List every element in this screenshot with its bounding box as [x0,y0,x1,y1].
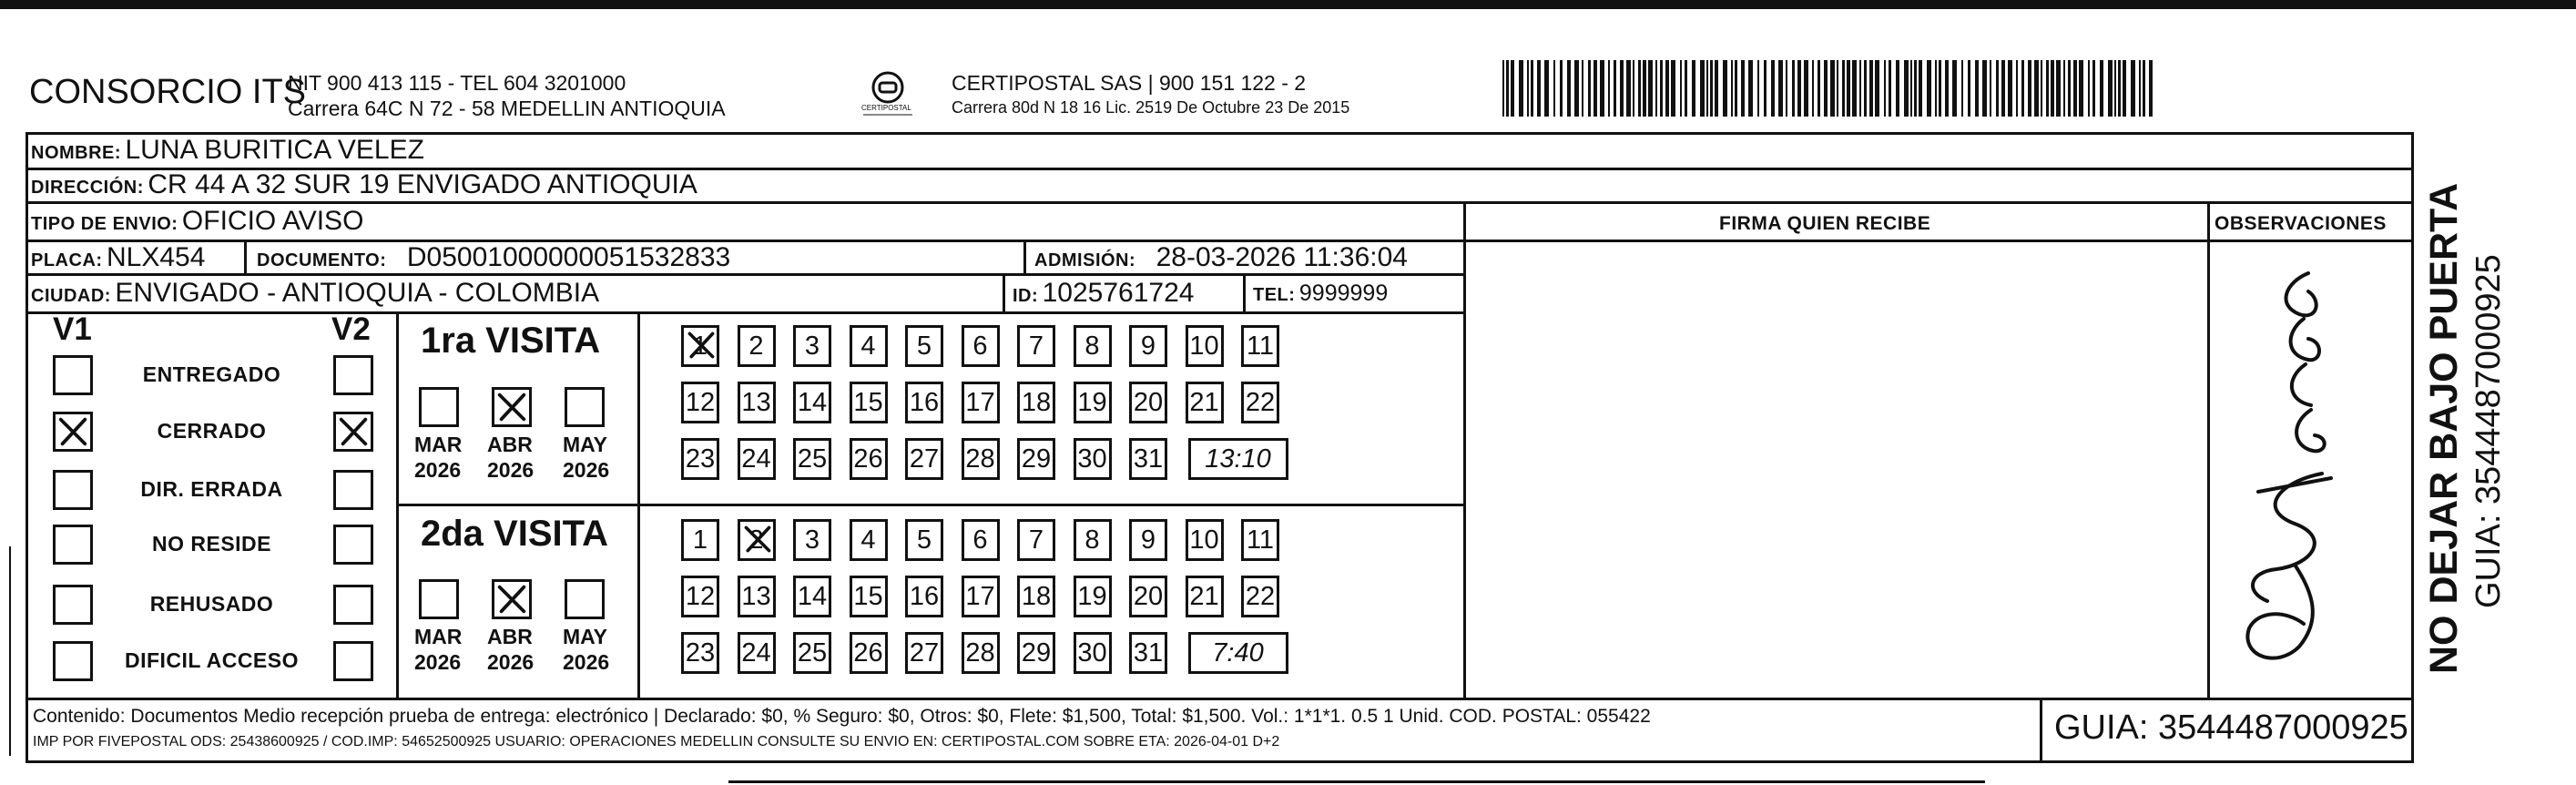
company-address: Carrera 64C N 72 - 58 MEDELLIN ANTIOQUIA [288,97,726,120]
day-box[interactable]: 9 [1129,519,1167,561]
barcode-bar [1506,60,1509,117]
company-name: CONSORCIO ITS [29,73,307,111]
footer-print-info: IMP POR FIVEPOSTAL ODS: 25438600925 / COD.IMP: 54652500925 USUARIO: OPERACIONES MEDELLIN CONSULTE SU ENVIO EN: CERTIPOSTAL.COM SOBRE ETA: 2026-04-01 D+2 [33,734,1280,749]
col-divider [1463,204,1466,700]
name-value: LUNA BURITICA VELEZ [125,135,424,165]
barcode-bar [1660,60,1663,117]
barcode-bar [1804,60,1808,117]
barcode-bar [2046,60,2049,117]
barcode-bar [1511,60,1514,117]
month-year: 2026 [414,650,462,674]
status-label: CERRADO [157,419,267,443]
barcode-bar [2108,60,2113,117]
barcode-bar [1723,60,1727,117]
barcode-bar [2016,60,2018,117]
tel-value: 9999999 [1298,280,1389,306]
tel-label: TEL: [1253,285,1296,305]
barcode-bar [1655,60,1657,117]
day-box[interactable]: 22 [1241,576,1279,617]
barcode-bar [1875,60,1879,117]
barcode-bar [1648,60,1653,117]
barcode-bar [1786,60,1787,117]
side-guide: GUIA: 3544487000925 [2469,254,2508,608]
month-label: MAY [563,625,607,648]
type-row [31,206,363,237]
barcode-bar [2073,60,2077,117]
barcode-bar [1996,60,1999,117]
day-box[interactable]: 9 [1129,325,1167,367]
barcode-bar [1792,60,1795,117]
footer-content: Contenido: Documentos Medio recepción prueba de entrega: electrónico | Declarado: $0, % Seguro: $0, Otros: $0, Flete: $1,500, Total: $1,500. Vol.: 1*1*1. 0.5 1 Unid. COD. POSTAL: 055422 [33,706,1651,727]
barcode-bar [2051,60,2054,117]
day-box[interactable]: 20 [1129,576,1167,617]
month-year: 2026 [563,650,610,674]
barcode-bar [1961,60,1963,117]
courier-logo [856,67,920,122]
day-box[interactable]: 26 [850,438,888,480]
day-box[interactable]: 11 [1241,325,1279,367]
status-v2-checkbox[interactable] [333,470,373,510]
status-v2-checkbox[interactable] [333,355,373,395]
day-box[interactable]: 13 [738,382,776,423]
barcode-bar [2149,60,2153,117]
barcode-bar [1692,60,1695,117]
month-year: 2026 [563,458,610,482]
day-box[interactable]: 3 [793,325,831,367]
day-box[interactable]: 5 [905,325,943,367]
status-label: NO RESIDE [151,532,272,556]
barcode-bar [1685,60,1687,117]
row-divider [25,311,1466,314]
barcode-bar [1914,60,1917,117]
barcode-bar [1797,60,1801,117]
col-divider [244,241,247,276]
day-box[interactable]: 19 [1074,382,1112,423]
barcode-bar [1910,60,1912,117]
v1-header: V1 [53,311,92,347]
barcode-bar [1741,60,1745,117]
barcode-bar [1620,60,1624,117]
month-label: MAR [414,625,463,648]
observations-title: OBSERVACIONES [2215,213,2387,234]
day-box[interactable]: 7 [1017,519,1055,561]
day-box[interactable]: 28 [962,438,1000,480]
day-box[interactable]: 20 [1129,382,1167,423]
day-box[interactable]: 12 [681,382,719,423]
month-checkbox[interactable] [419,579,459,619]
day-box[interactable]: 22 [1241,382,1279,423]
city-value: ENVIGADO - ANTIOQUIA - COLOMBIA [115,278,600,308]
status-v1-checkbox[interactable] [53,525,93,565]
day-box[interactable]: 6 [962,325,1000,367]
col-divider [2040,698,2042,763]
barcode-bar [1633,60,1634,117]
id-value: 1025761724 [1042,278,1195,308]
barcode-bar [1869,60,1873,117]
day-box[interactable]: 2 [738,519,776,561]
barcode-bar [1537,60,1541,117]
day-box[interactable]: 30 [1074,438,1112,480]
day-box[interactable]: 24 [738,438,776,480]
day-box[interactable]: 4 [850,519,888,561]
status-label: ENTREGADO [142,362,281,386]
type-label: TIPO DE ENVIO: [31,214,178,234]
type-value: OFICIO AVISO [181,206,364,236]
barcode [1502,60,2153,117]
day-box[interactable]: 21 [1186,576,1224,617]
day-box[interactable]: 29 [1017,632,1055,674]
barcode-bar [1735,60,1737,117]
barcode-bar [2001,60,2005,117]
day-box[interactable]: 16 [905,382,943,423]
courier-logo-text: CERTIPOSTAL [861,104,911,112]
day-box[interactable]: 4 [850,325,888,367]
barcode-bar [1502,60,1504,117]
barcode-bar [1519,60,1523,117]
barcode-bar [1608,60,1610,117]
v2-header: V2 [331,311,371,347]
day-box[interactable]: 3 [793,519,831,561]
day-box[interactable]: 31 [1129,438,1167,480]
barcode-bar [1614,60,1616,117]
status-v2-checkbox[interactable] [333,412,373,452]
month-checkbox[interactable] [565,387,605,427]
city-label: CIUDAD: [31,286,111,306]
day-box[interactable]: 1 [681,325,719,367]
doc-label: DOCUMENTO: [257,250,387,270]
day-box[interactable]: 25 [793,632,831,674]
admission-row [1034,242,1408,273]
barcode-bar [1626,60,1631,117]
barcode-bar [1710,60,1713,117]
status-v1-checkbox[interactable] [53,470,93,510]
barcode-bar [1700,60,1705,117]
barcode-bar [2034,60,2039,117]
visit-time: 13:10 [1188,438,1288,480]
col-divider [1243,276,1246,312]
barcode-bar [1847,60,1850,117]
scan-left-mark [9,546,11,756]
day-box[interactable]: 19 [1074,576,1112,617]
admission-label: ADMISIÓN: [1034,250,1136,270]
barcode-bar [2063,60,2065,117]
day-box[interactable]: 15 [850,576,888,617]
address-value: CR 44 A 32 SUR 19 ENVIGADO ANTIOQUIA [148,169,697,199]
barcode-bar [2131,60,2135,117]
row-divider [25,698,2414,700]
day-box[interactable]: 18 [1017,576,1055,617]
status-v1-checkbox[interactable] [53,585,93,625]
barcode-bar [2100,60,2103,117]
courier-logo-icon [856,67,920,122]
barcode-bar [1990,60,1991,117]
barcode-bar [1852,60,1857,117]
barcode-bar [1582,60,1583,117]
barcode-bar [1982,60,1987,117]
plate-label: PLACA: [31,250,103,270]
barcode-bar [1824,60,1828,117]
day-box[interactable]: 23 [681,438,719,480]
city-row [31,278,599,309]
day-box[interactable]: 25 [793,438,831,480]
day-box[interactable]: 26 [850,632,888,674]
barcode-bar [1864,60,1867,117]
barcode-bar [1945,60,1949,117]
barcode-bar [1884,60,1886,117]
plate-row [31,242,205,273]
signature-scribble [2222,264,2367,674]
admission-value: 28-03-2026 11:36:04 [1156,242,1408,272]
day-box[interactable]: 30 [1074,632,1112,674]
barcode-bar [1812,60,1814,117]
barcode-bar [1927,60,1931,117]
visit2-title: 2da VISITA [421,514,608,554]
barcode-bar [1638,60,1641,117]
barcode-bar [2118,60,2121,117]
month-label: MAR [414,433,463,456]
name-row [31,135,424,166]
month-checkbox[interactable] [492,579,532,619]
barcode-bar [1531,60,1533,117]
day-box[interactable]: 14 [793,576,831,617]
day-box[interactable]: 16 [905,576,943,617]
status-v2-checkbox[interactable] [333,641,373,681]
day-box[interactable]: 24 [738,632,776,674]
day-box[interactable]: 14 [793,382,831,423]
visit-time: 7:40 [1188,632,1288,674]
day-box[interactable]: 18 [1017,382,1055,423]
barcode-bar [1680,60,1682,117]
barcode-bar [1643,60,1646,117]
day-box[interactable]: 21 [1186,382,1224,423]
barcode-bar [2028,60,2031,117]
day-box[interactable]: 10 [1186,325,1224,367]
barcode-bar [1764,60,1767,117]
day-box[interactable]: 11 [1241,519,1279,561]
barcode-bar [2079,60,2083,117]
col-divider [2207,204,2210,700]
name-label: NOMBRE: [31,143,122,163]
barcode-bar [1837,60,1838,117]
barcode-bar [1748,60,1753,117]
barcode-bar [1771,60,1775,117]
day-box[interactable]: 12 [681,576,719,617]
company-nit: NIT 900 413 115 - TEL 604 3201000 [288,71,626,95]
barcode-bar [2008,60,2012,117]
doc-value: D05001000000051532833 [406,242,731,272]
month-label: ABR [487,625,533,648]
day-box[interactable]: 7 [1017,325,1055,367]
day-box[interactable]: 10 [1186,519,1224,561]
barcode-bar [1527,60,1529,117]
barcode-bar [1830,60,1835,117]
month-label: ABR [487,433,533,456]
row-divider [25,273,1466,276]
barcode-bar [1939,60,1941,117]
day-box[interactable]: 8 [1074,325,1112,367]
day-box[interactable]: 27 [905,632,943,674]
signature-title: FIRMA QUIEN RECIBE [1719,213,1931,234]
month-checkbox[interactable] [492,387,532,427]
id-label: ID: [1013,286,1039,306]
signature-scribble-icon [2222,264,2367,674]
address-row [31,169,697,200]
sig-header-line [1463,240,2414,242]
courier-name: CERTIPOSTAL SAS | 900 151 122 - 2 [952,71,1307,95]
barcode-bar [1975,60,1979,117]
footer-guide: GUIA: 3544487000925 [2054,709,2408,747]
day-box[interactable]: 31 [1129,632,1167,674]
visit1-title: 1ra VISITA [421,321,601,361]
barcode-bar [2041,60,2042,117]
status-v1-checkbox[interactable] [53,355,93,395]
barcode-bar [1904,60,1909,117]
barcode-bar [1544,60,1549,117]
day-box[interactable]: 27 [905,438,943,480]
status-v1-checkbox[interactable] [53,412,93,452]
barcode-bar [1715,60,1718,117]
barcode-bar [1859,60,1861,117]
barcode-bar [1600,60,1604,117]
barcode-bar [2068,60,2071,117]
barcode-bar [1778,60,1783,117]
status-label: DIFICIL ACCESO [124,648,299,672]
month-checkbox[interactable] [565,579,605,619]
barcode-bar [2123,60,2126,117]
barcode-bar [1560,60,1563,117]
col-divider [1003,276,1005,312]
address-label: DIRECCIÓN: [31,178,144,198]
month-year: 2026 [487,650,535,674]
visit-separator [396,504,1466,506]
day-box[interactable]: 6 [962,519,1000,561]
scan-top-border [0,0,2576,9]
month-year: 2026 [487,458,535,482]
day-box[interactable]: 2 [738,325,776,367]
barcode-bar [1889,60,1891,117]
barcode-bar [1952,60,1957,117]
day-box[interactable]: 29 [1017,438,1055,480]
plate-value: NLX454 [107,242,206,272]
day-box[interactable]: 23 [681,632,719,674]
tel-row [1253,280,1388,307]
barcode-bar [1896,60,1899,117]
scan-bottom-line [728,780,1985,783]
barcode-bar [1553,60,1555,117]
barcode-bar [1731,60,1733,117]
day-box[interactable]: 5 [905,519,943,561]
doc-row [257,242,730,273]
status-label: REHUSADO [149,592,274,616]
day-box[interactable]: 28 [962,632,1000,674]
id-row [1013,278,1194,309]
side-warning: NO DEJAR BAJO PUERTA [2422,182,2466,674]
barcode-bar [1817,60,1820,117]
barcode-icon [1502,60,2153,117]
barcode-bar [1593,60,1597,117]
barcode-bar [1842,60,1845,117]
barcode-bar [1968,60,1970,117]
barcode-bar [2139,60,2141,117]
barcode-bar [1574,60,1579,117]
day-box[interactable]: 13 [738,576,776,617]
day-box[interactable]: 1 [681,519,719,561]
col-divider [1023,241,1026,276]
barcode-bar [2021,60,2024,117]
day-box[interactable]: 8 [1074,519,1112,561]
barcode-bar [2114,60,2116,117]
day-box[interactable]: 17 [962,576,1000,617]
barcode-bar [2056,60,2061,117]
day-box[interactable]: 17 [962,382,1000,423]
status-v1-checkbox[interactable] [53,641,93,681]
barcode-bar [1706,60,1708,117]
barcode-bar [2143,60,2145,117]
barcode-bar [1671,60,1675,117]
barcode-bar [1665,60,1669,117]
barcode-bar [1919,60,1922,117]
month-checkbox[interactable] [419,387,459,427]
barcode-bar [2092,60,2095,117]
barcode-bar [1935,60,1937,117]
day-box[interactable]: 15 [850,382,888,423]
status-v2-checkbox[interactable] [333,525,373,565]
courier-address: Carrera 80d N 18 16 Lic. 2519 De Octubre 23 De 2015 [952,98,1350,117]
row-divider [25,201,2414,204]
barcode-bar [2088,60,2090,117]
month-label: MAY [563,433,607,456]
barcode-bar [1588,60,1591,117]
month-year: 2026 [414,458,462,482]
status-label: DIR. ERRADA [140,477,283,501]
barcode-bar [1757,60,1759,117]
barcode-bar [1567,60,1571,117]
status-v2-checkbox[interactable] [333,585,373,625]
